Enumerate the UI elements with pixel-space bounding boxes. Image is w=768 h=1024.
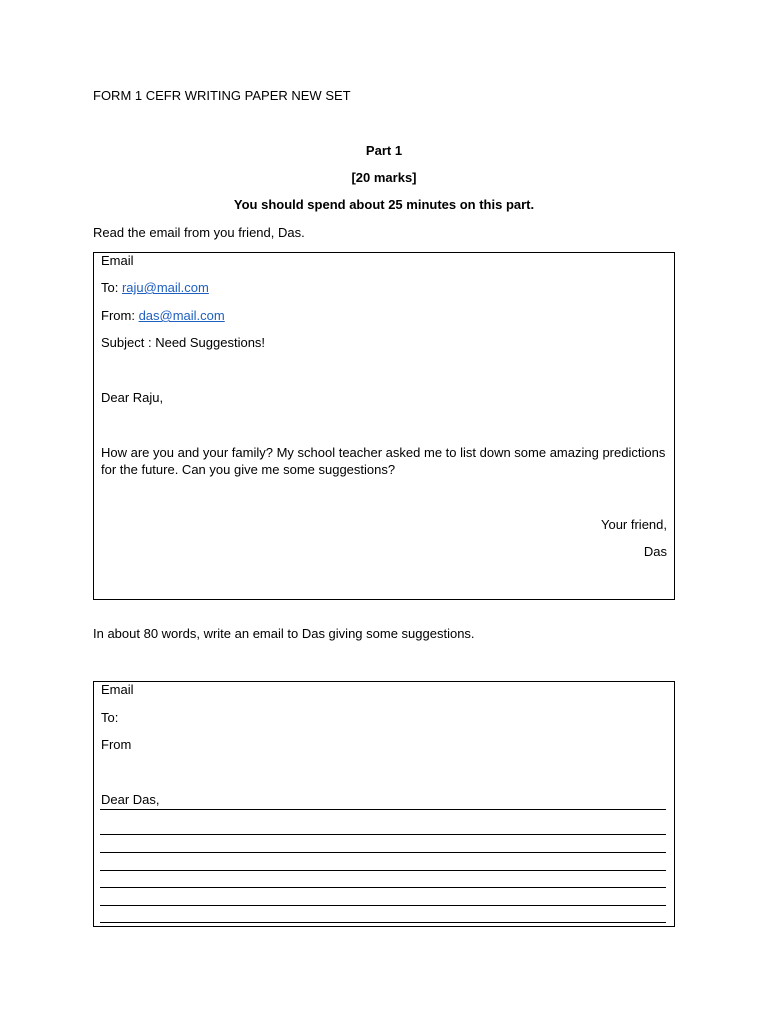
- to-label: To:: [101, 280, 122, 295]
- signature: Das: [643, 544, 667, 559]
- email-label: Email: [101, 253, 134, 268]
- writing-line[interactable]: [100, 834, 666, 835]
- to-email-link[interactable]: raju@mail.com: [121, 280, 209, 295]
- greeting: Dear Raju,: [101, 390, 164, 405]
- paper-header: FORM 1 CEFR WRITING PAPER NEW SET: [93, 88, 351, 103]
- greeting-underline: [100, 809, 666, 810]
- answer-from-label: From: [101, 737, 132, 752]
- part-title: Part 1: [365, 143, 403, 158]
- writing-line[interactable]: [100, 905, 666, 906]
- read-instruction: Read the email from you friend, Das.: [93, 225, 305, 240]
- from-email-link[interactable]: das@mail.com: [138, 308, 225, 323]
- answer-email-label: Email: [101, 682, 134, 697]
- subject-line: Subject : Need Suggestions!: [101, 335, 266, 350]
- marks-label: [20 marks]: [351, 170, 417, 185]
- writing-line[interactable]: [100, 887, 666, 888]
- email-body-line-2: for the future. Can you give me some suggestions?: [101, 462, 396, 477]
- writing-line[interactable]: [100, 870, 666, 871]
- email-from-das-box: [93, 252, 675, 600]
- to-line: [101, 280, 209, 296]
- answer-greeting: Dear Das,: [101, 792, 160, 807]
- writing-line[interactable]: [100, 852, 666, 853]
- time-instruction: You should spend about 25 minutes on this part.: [233, 197, 535, 212]
- writing-line[interactable]: [100, 922, 666, 923]
- closing: Your friend,: [600, 517, 667, 532]
- answer-to-label: To:: [101, 710, 119, 725]
- answer-email-box: [93, 681, 675, 927]
- from-line: [101, 308, 225, 324]
- email-body-line-1: How are you and your family? My school teacher asked me to list down some amazing predictions: [101, 445, 666, 460]
- from-label: From:: [101, 308, 139, 323]
- task-instruction: In about 80 words, write an email to Das giving some suggestions.: [93, 626, 475, 641]
